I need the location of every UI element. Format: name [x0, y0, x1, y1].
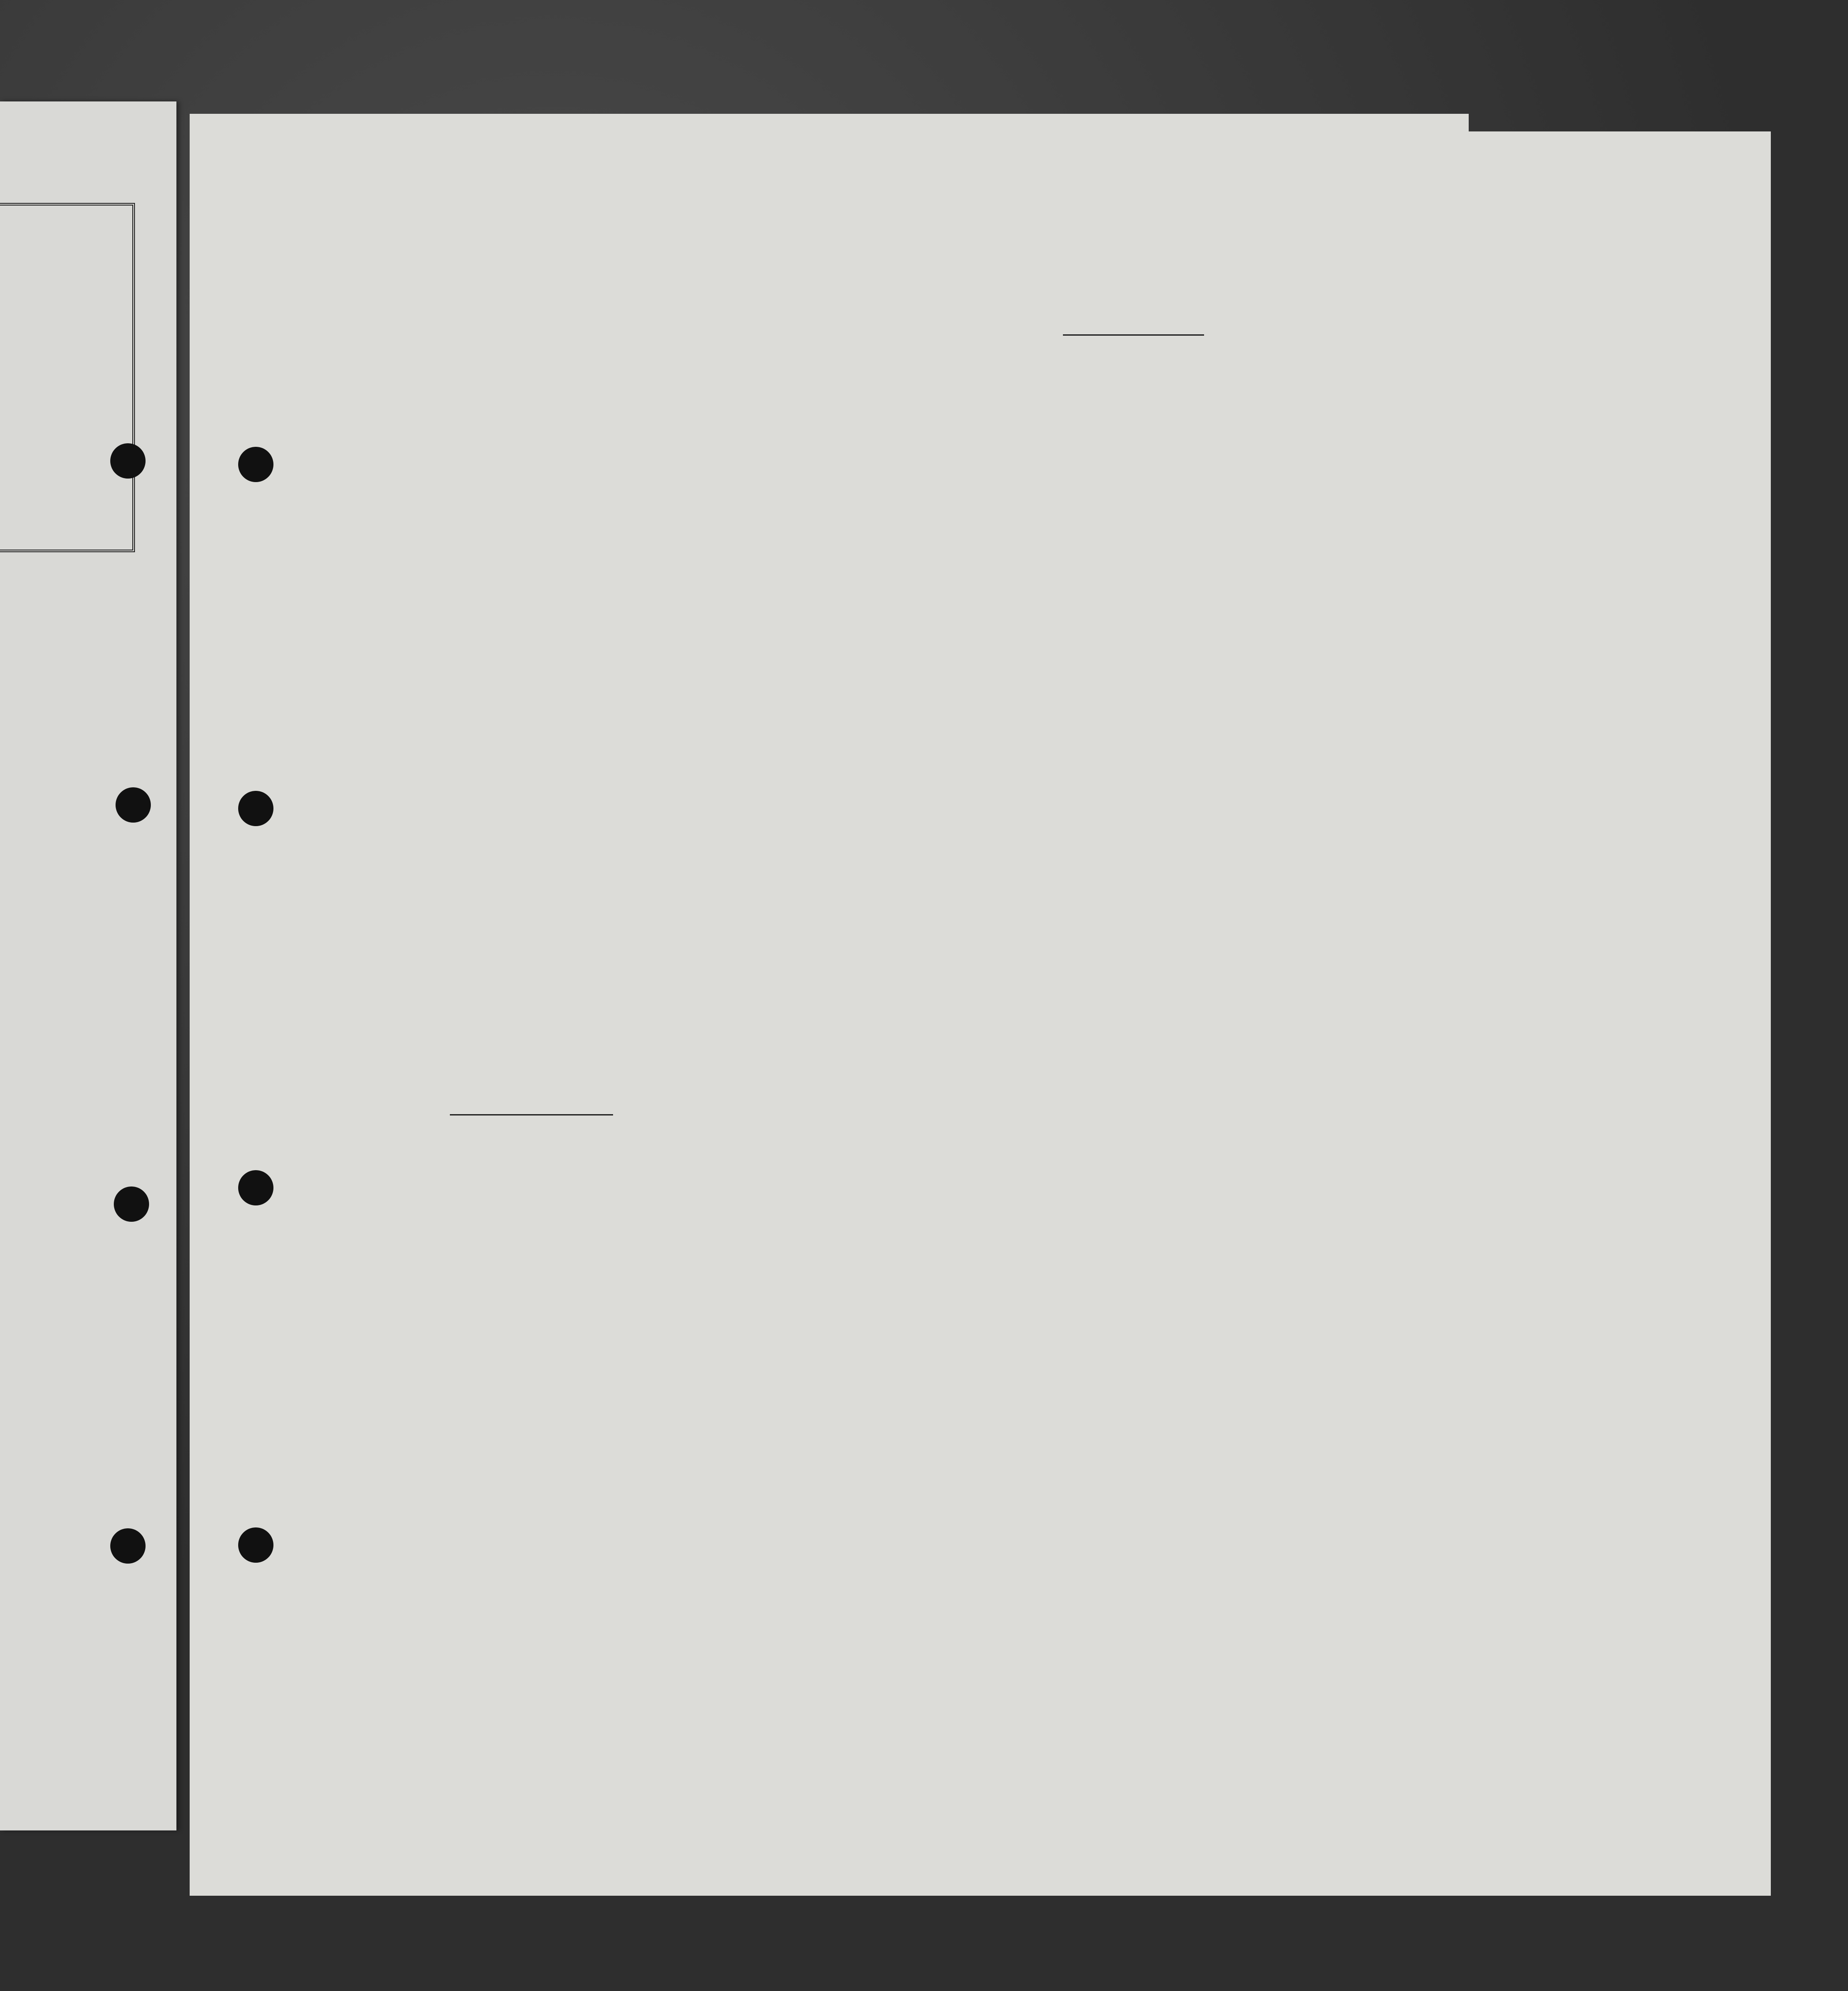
punch-hole [110, 1528, 146, 1564]
left-notice-box [0, 203, 135, 552]
article-chez-nous-column-2 [1138, 339, 1424, 1838]
newspaper-page [190, 114, 1771, 1896]
article-lait-column-1 [255, 1119, 525, 1869]
divider-rule [450, 1114, 613, 1115]
article-insectes-column-1 [255, 299, 525, 1111]
article-insectes-column-2 [546, 299, 816, 1111]
left-partial-page [0, 101, 176, 1830]
divider-rule [1063, 334, 1204, 336]
punch-hole [114, 1186, 149, 1222]
article-lait-column-2 [546, 1119, 816, 1869]
punch-hole [110, 443, 146, 479]
punch-hole [116, 787, 151, 823]
article-chez-nous-column-1 [837, 339, 1123, 1838]
